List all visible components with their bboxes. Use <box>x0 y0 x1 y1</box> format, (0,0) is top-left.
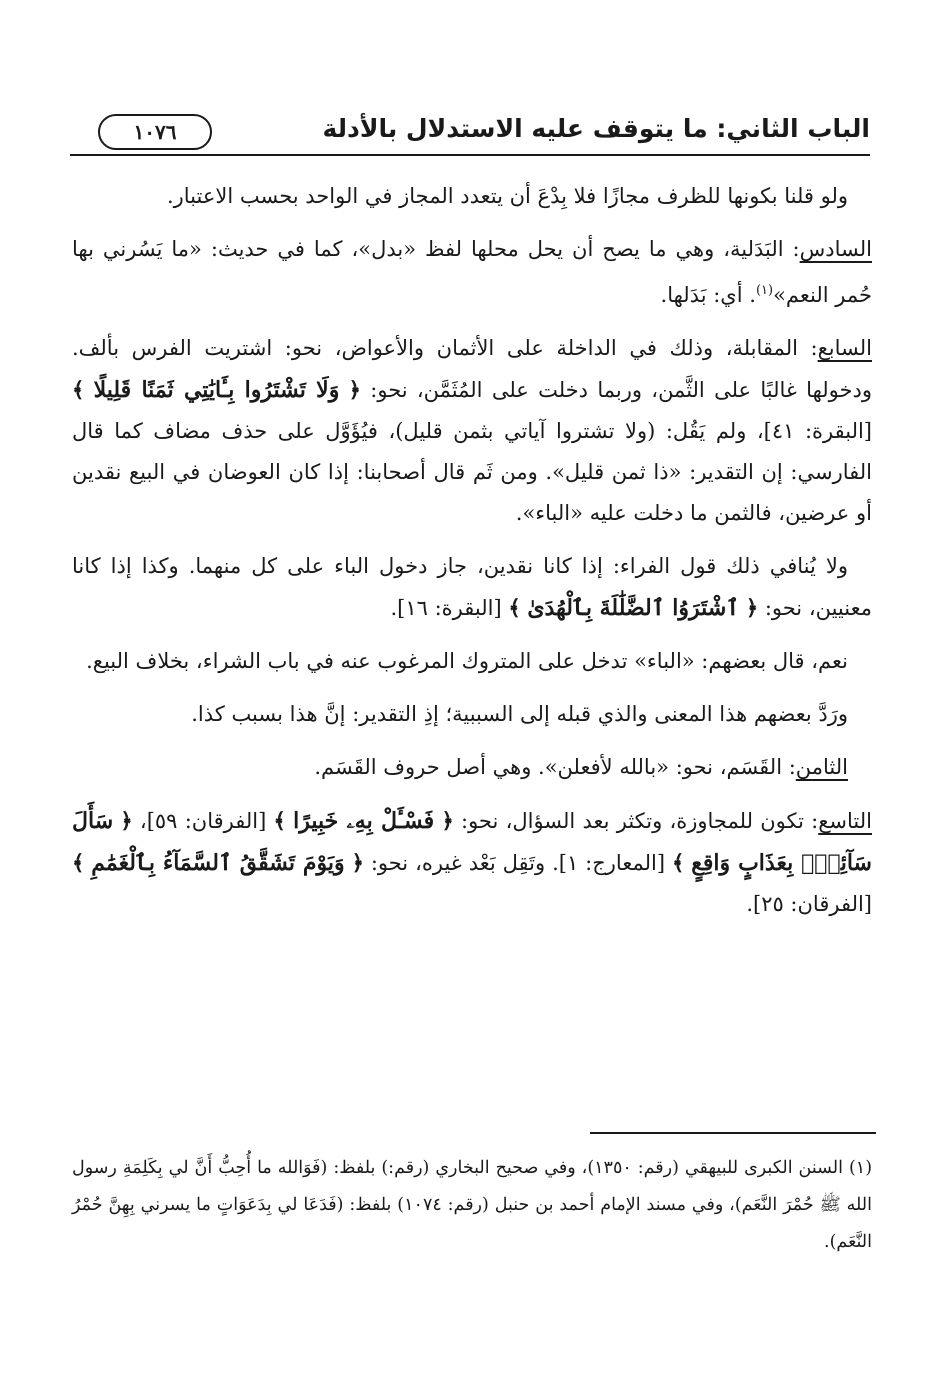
paragraph-1: ولو قلنا بكونها للظرف مجازًا فلا بِدْعَ أن يتعدد المجاز في الواحد بحسب الاعتبار. <box>166 184 848 208</box>
footnote-ref[interactable]: (١) <box>755 283 774 298</box>
paragraph-seventh <box>72 328 872 534</box>
paragraph-text: : المقابلة، وذلك في الداخلة على الأثمان والأعواض، نحو: اشتريت الفرس بألف. ودخولها غالبًا على الثَّمن، وربما دخلت على المُثَمَّن، نحو: <box>72 336 872 402</box>
paragraph-eighth <box>72 747 872 788</box>
quran-bracket-close: ﴾ <box>273 808 286 833</box>
running-title: الباب الثاني: ما يتوقف عليه الاستدلال بالأدلة <box>322 114 870 143</box>
header-rule <box>70 154 870 156</box>
quran-bracket-open: ﴿ <box>745 595 759 620</box>
paragraph-sixth <box>72 229 872 316</box>
quran-bracket-close: ﴾ <box>671 850 685 875</box>
paragraph-text: [المعارج: ١]. وتَقِل بَعْد غيره، نحو: <box>363 851 672 875</box>
quran-bracket-open: ﴿ <box>120 808 133 833</box>
quran-verse: وَيَوْمَ تَشَقَّقُ ٱلسَّمَآءُ بِٱلْغَمَٰمِ <box>91 850 345 876</box>
page-header <box>70 108 870 152</box>
section-term: السابع <box>817 336 872 360</box>
quran-bracket-open: ﴿ <box>441 808 454 833</box>
paragraph-text: : تكون للمجاوزة، وتكثر بعد السؤال، نحو: <box>453 809 819 833</box>
quran-bracket-open: ﴿ <box>351 850 364 875</box>
section-term: التاسع <box>818 809 872 833</box>
paragraph-text: [الفرقان: ٥٩]، <box>132 809 274 833</box>
quran-bracket-close: ﴾ <box>508 595 521 620</box>
quran-verse: وَلَا تَشْتَرُوا بِـَٔايَٰتِي ثَمَنًا قَلِيلًا <box>93 377 340 403</box>
quran-bracket-close: ﴾ <box>72 850 85 875</box>
paragraph-ninth <box>72 800 872 925</box>
footnote: (١) السنن الكبرى للبيهقي (رقم: ١٣٥٠)، وفي صحيح البخاري (رقم:) بلفظ: (فَوَالله ما أُحِبُّ أَنَّ لي بِكَلِمَةِ رسول الله ﷺ حُمْرَ النَّعَم)، وفي مسند الإمام أحمد بن حنبل (رقم: ١٠٧٤) بلفظ: (فَدَعَا لي بِدَعَوَاتٍ ما يسرني بِهِنَّ حُمْرُ النَّعَم). <box>72 1158 873 1252</box>
quran-verse: فَسْـَٔلْ بِهِۦ خَبِيرًا <box>293 808 435 834</box>
paragraph-text: [الفرقان: ٢٥]. <box>746 892 872 916</box>
quran-verse: سَأَلَ سَآئِلٌۢ بِعَذَابٍ وَاقِعٍ <box>72 808 872 876</box>
quran-bracket-open: ﴿ <box>348 377 361 402</box>
paragraph-radd: ورَدَّ بعضهم هذا المعنى والذي قبله إلى السببية؛ إذِ التقدير: إنَّ هذا بسبب كذا. <box>191 702 848 726</box>
main-text <box>72 176 872 937</box>
paragraph-text: ولا يُنافي ذلك قول الفراء: إذا كانا نقدين، جاز دخول الباء على كل منهما. وكذا إذا كانا معنيين، نحو: <box>72 554 872 620</box>
quran-bracket-close: ﴾ <box>72 377 85 402</box>
page-number: ١٠٧٦ <box>98 114 212 150</box>
paragraph-text: [البقرة: ٤١]، ولم يَقُل: (ولا تشتروا آياتي بثمن قليل)، فيُؤَوَّل على حذف مضاف كما قال الفارسي: إن التقدير: «ذا ثمن قليل». ومن ثَم قال أصحابنا: إذا كان العوضان في البيع نقدين أو عرضين، فالثمن ما دخلت عليه «الباء». <box>72 419 872 525</box>
quran-verse: ٱشْتَرَوُا ٱلضَّلَٰلَةَ بِٱلْهُدَىٰ <box>527 595 740 621</box>
footnote-rule <box>590 1132 876 1134</box>
paragraph-text: . أي: بَدَلها. <box>660 283 756 307</box>
paragraph-text: : البَدَلية، وهي ما يصح أن يحل محلها لفظ «بدل»، كما في حديث: «ما يَسُرني بها حُمر النعم» <box>72 237 872 307</box>
section-term: الثامن <box>795 755 848 779</box>
section-term: السادس <box>799 237 872 261</box>
paragraph-text: [البقرة: ١٦]. <box>390 596 509 620</box>
paragraph-naam: نعم، قال بعضهم: «الباء» تدخل على المتروك المرغوب عنه في باب الشراء، بخلاف البيع. <box>86 649 848 673</box>
paragraph-text: : القَسَم، نحو: «بالله لأفعلن». وهي أصل حروف القَسَم. <box>314 755 796 779</box>
paragraph-farra <box>72 546 872 629</box>
